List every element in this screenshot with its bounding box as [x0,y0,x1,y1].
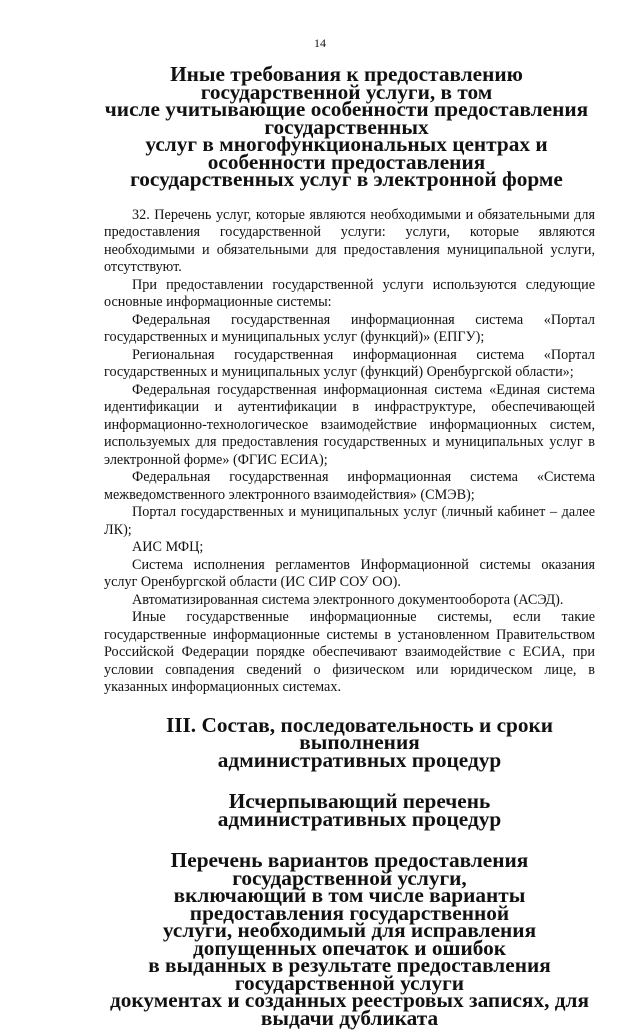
paragraph-epgu: Федеральная государственная информационная система «Портал государственных и муниципальных услуг (функций)» (ЕПГУ); [104,311,595,345]
page-number: 14 [314,36,326,50]
heading-service-variants [104,848,595,1030]
heading-line: в выданных в результате предоставления государственной услуги [148,953,551,995]
paragraph-ais-mfc: АИС МФЦ; [132,539,204,555]
heading-line: документах и созданных реестровых записях, для выдачи дубликата [110,988,589,1030]
heading-line: государственных услуг в электронной форме [130,167,563,191]
heading-line: Перечень вариантов предоставления государственной услуги, [170,848,529,890]
heading-line: Иные требования к предоставлению государственной услуги, в том [170,62,523,104]
paragraph-32: 32. Перечень услуг, которые являются необходимыми и обязательными для предоставления государственной услуги: услуги, которые являются необходимыми и обязательными для предоставления муниципальной услуги, отсутствуют. [104,206,595,275]
heading-line: услуги, необходимый для исправления допущенных опечаток и ошибок [162,918,537,960]
paragraph-ased: Автоматизированная система электронного документооборота (АСЭД). [132,591,564,608]
paragraph-info-systems-intro: При предоставлении государственной услуги используются следующие основные информационные системы: [104,276,595,310]
heading-line: Исчерпывающий перечень административных процедур [217,789,502,831]
heading-line: числе учитывающие особенности предоставления государственных [104,97,589,139]
heading-line: административных процедур [217,747,502,772]
heading-line: услуг в многофункциональных центрах и особенности предоставления [145,132,548,174]
document-body [104,62,595,1030]
paragraph-is-sir: Система исполнения регламентов Информационной системы оказания услуг Оренбургской области (ИС СИР СОУ ОО). [104,556,595,590]
heading-procedures-list [104,789,595,831]
paragraph-smev: Федеральная государственная информационная система «Система межведомственного электронного взаимодействия» (СМЭВ); [104,469,595,503]
heading-line: III. Состав, последовательность и сроки выполнения [165,712,554,754]
heading-line: включающий в том числе варианты предоставления государственной [173,883,526,925]
paragraph-regional-portal: Региональная государственная информационная система «Портал государственных и муниципальных услуг (функций) Оренбургской области»; [104,346,595,380]
paragraph-other-systems: Иные государственные информационные системы, если такие государственные информационные системы в установленном Правительством Российской Федерации порядке обеспечивают взаимодействие с ЕСИА, при условии совпадения сведений о физическом или юридическом лице, в указанных информационных системах. [104,609,595,695]
heading-section-iii [104,712,595,772]
heading-other-requirements [104,62,595,191]
paragraph-fgis-esia: Федеральная государственная информационная система «Единая система идентификации и аутентификации в инфраструктуре, обеспечивающей информационно-технологическое взаимодействие информационных систем, используемых для предоставления государственных и муниципальных услуг в электронной форме» (ФГИС ЕСИА); [104,381,595,468]
paragraph-lk: Портал государственных и муниципальных услуг (личный кабинет – далее ЛК); [104,504,595,538]
